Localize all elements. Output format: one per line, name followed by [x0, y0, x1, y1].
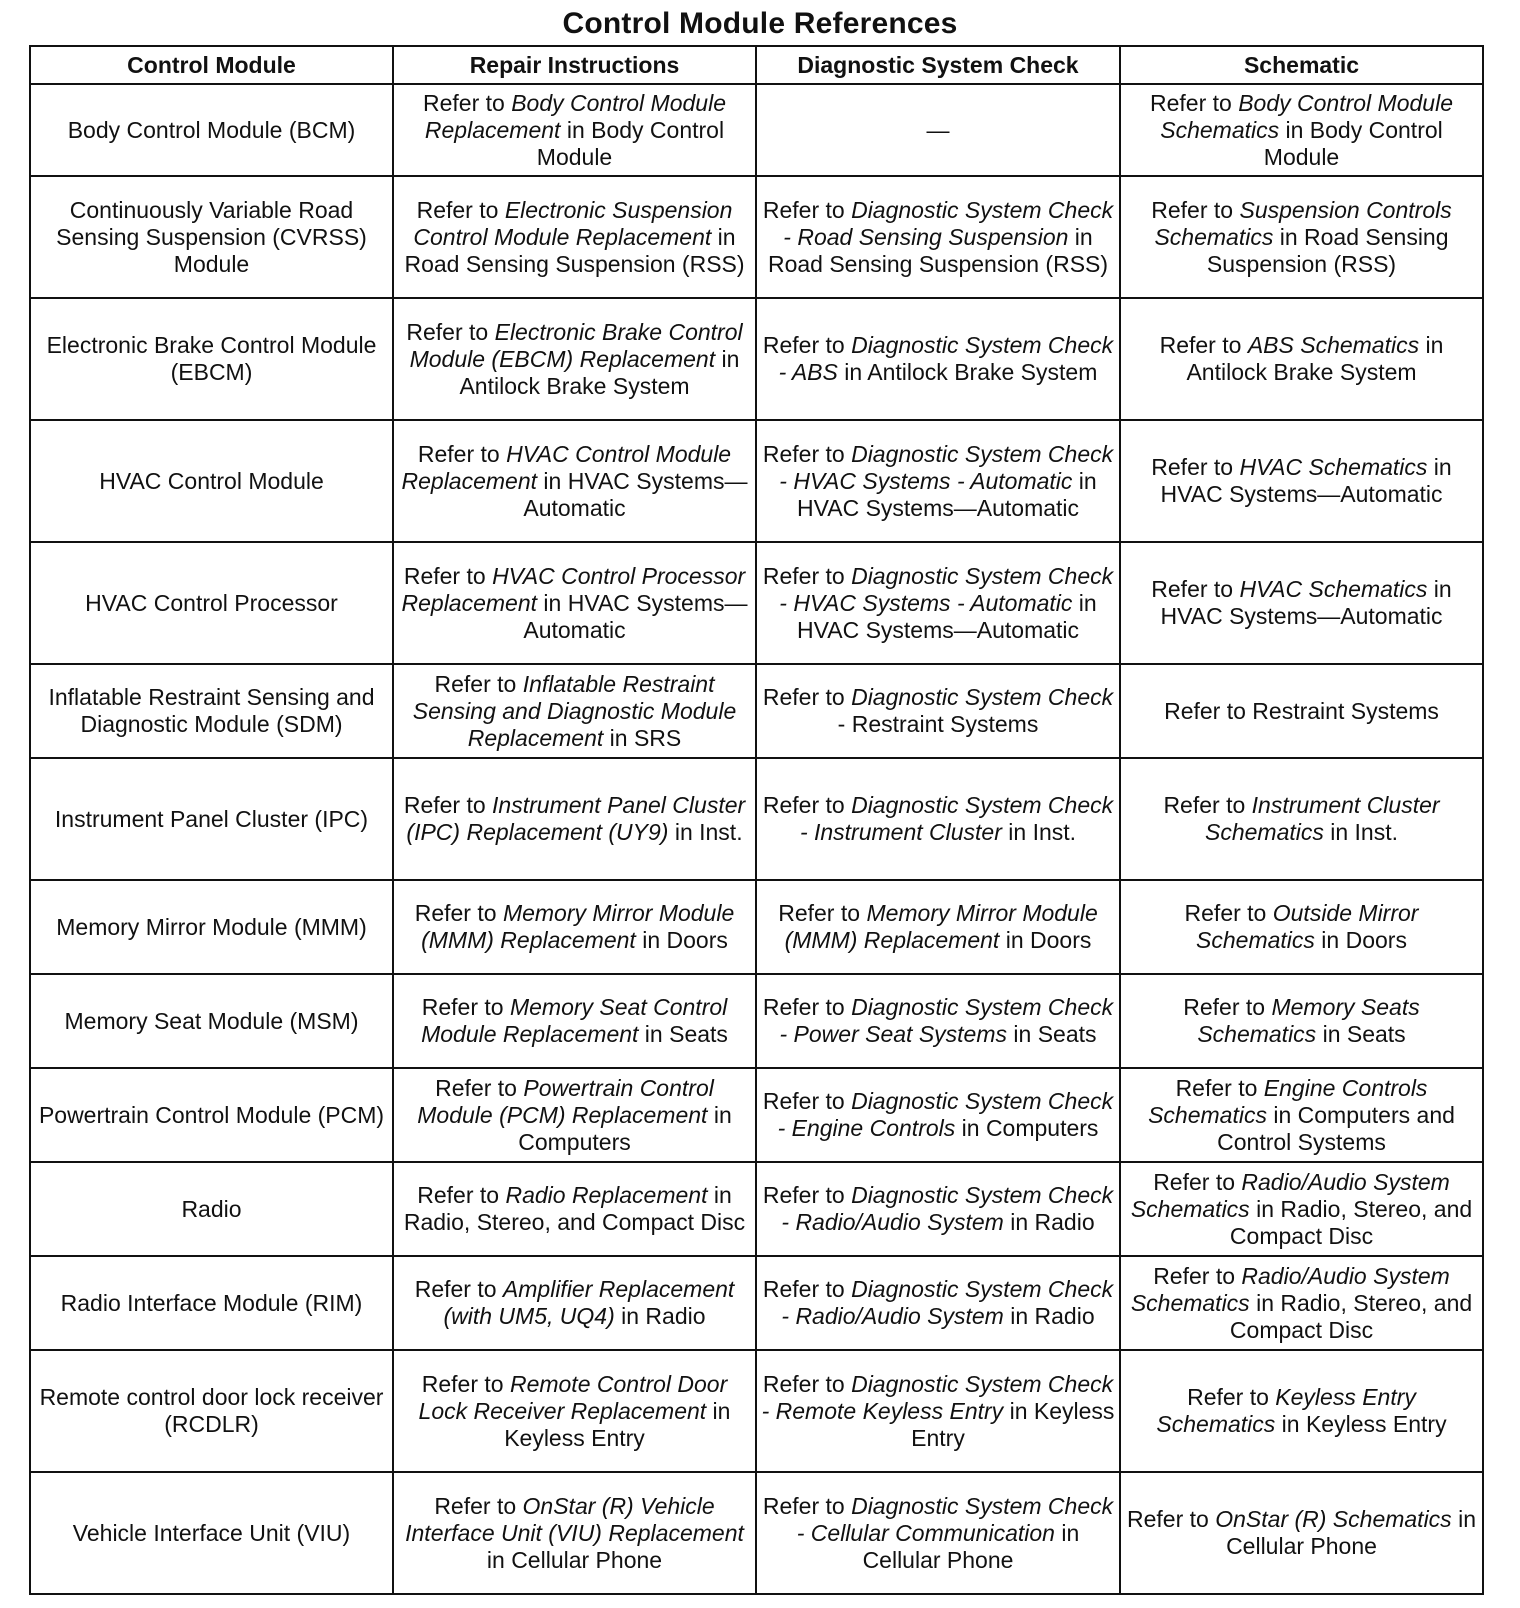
- reference-text-italic: OnStar (R) Vehicle Interface Unit (VIU) Replacement: [405, 1492, 744, 1546]
- schematic-cell: [1120, 542, 1483, 664]
- reference-text-post: in Road Sensing Suspension (RSS): [767, 223, 1109, 277]
- reference-text-pre: Refer to: [762, 994, 852, 1020]
- table-row: [30, 880, 1483, 974]
- reference-text-italic: Radio/Audio System Schematics: [1130, 1262, 1450, 1316]
- reference-text-italic: Diagnostic System Check - HVAC Systems - Automatic: [779, 440, 1114, 494]
- table-row: [30, 1350, 1483, 1472]
- control-module-cell: HVAC Control Module: [30, 420, 393, 542]
- reference-text-italic: Diagnostic System Check - HVAC Systems - Automatic: [779, 562, 1114, 616]
- control-module-cell: HVAC Control Processor: [30, 542, 393, 664]
- control-module-references-table: [29, 45, 1484, 1595]
- control-module-cell: Body Control Module (BCM): [30, 84, 393, 176]
- reference-text-post: in Body Control Module: [536, 116, 725, 170]
- diagnostic-check-cell: [756, 880, 1120, 974]
- reference-text-pre: Refer to: [1149, 89, 1239, 116]
- reference-text-post: in Cellular Phone: [486, 1546, 663, 1573]
- column-header: Schematic: [1120, 46, 1483, 84]
- reference-text-post: in Keyless Entry: [504, 1397, 731, 1451]
- table-row: [30, 84, 1483, 176]
- repair-instructions-cell: [393, 542, 756, 664]
- diagnostic-check-cell: [756, 1068, 1120, 1162]
- reference-text-post: —: [926, 116, 950, 143]
- schematic-cell: [1120, 420, 1483, 542]
- control-module-cell: Memory Seat Module (MSM): [30, 974, 393, 1068]
- reference-text-post: in SRS: [603, 724, 682, 751]
- repair-instructions-cell: [393, 1256, 756, 1350]
- diagnostic-check-cell: [756, 1256, 1120, 1350]
- reference-text-pre: Refer to Restraint Systems: [1164, 697, 1439, 724]
- table-row: [30, 420, 1483, 542]
- reference-text-pre: Refer to: [403, 792, 493, 818]
- reference-text-italic: HVAC Control Processor Replacement: [401, 562, 746, 616]
- repair-instructions-cell: [393, 420, 756, 542]
- table-row: [30, 664, 1483, 758]
- reference-text-post: in Radio, Stereo, and Compact Disc: [1229, 1289, 1473, 1343]
- repair-instructions-cell: [393, 1350, 756, 1472]
- schematic-cell: [1120, 1472, 1483, 1594]
- reference-text-post: in Cellular Phone: [1226, 1506, 1476, 1559]
- reference-text-italic: Diagnostic System Check - Radio/Audio System: [781, 1276, 1114, 1329]
- column-header: Control Module: [30, 46, 393, 84]
- reference-text-post: in Radio: [1003, 1209, 1095, 1235]
- page-title: Control Module References: [562, 7, 958, 40]
- reference-text-pre: Refer to: [762, 684, 852, 710]
- table-row: [30, 1256, 1483, 1350]
- reference-text-post: in Radio: [614, 1303, 706, 1329]
- reference-text-pre: Refer to: [1127, 1506, 1216, 1532]
- control-module-cell: Radio: [30, 1162, 393, 1256]
- repair-instructions-cell: [393, 1162, 756, 1256]
- diagnostic-check-cell: [756, 1162, 1120, 1256]
- control-module-cell: Vehicle Interface Unit (VIU): [30, 1472, 393, 1594]
- reference-text-pre: Refer to: [434, 1492, 523, 1519]
- schematic-cell: [1120, 974, 1483, 1068]
- reference-text-pre: Refer to: [414, 1276, 503, 1302]
- schematic-cell: [1120, 880, 1483, 974]
- reference-text-post: in Doors: [999, 927, 1092, 953]
- reference-text-post: in Radio, Stereo, and Compact Disc: [403, 1182, 746, 1235]
- reference-text-pre: Refer to: [403, 562, 493, 589]
- control-module-cell: Remote control door lock receiver (RCDLR): [30, 1350, 393, 1472]
- reference-text-pre: Refer to: [1151, 196, 1240, 223]
- reference-text-post: in Antilock Brake System: [837, 359, 1098, 385]
- reference-text-post: in Cellular Phone: [862, 1519, 1080, 1573]
- reference-text-italic: OnStar (R) Schematics: [1215, 1506, 1452, 1532]
- diagnostic-check-cell: [756, 1350, 1120, 1472]
- reference-text-pre: Refer to: [762, 1276, 852, 1302]
- reference-text-italic: ABS Schematics: [1247, 332, 1420, 358]
- reference-text-post: in Doors: [635, 927, 728, 953]
- diagnostic-check-cell: [756, 758, 1120, 880]
- reference-text-post: in Computers and Control Systems: [1217, 1101, 1455, 1155]
- reference-text-italic: Diagnostic System Check - ABS: [778, 332, 1114, 385]
- reference-text-post: in Inst.: [1323, 819, 1399, 845]
- table-row: [30, 974, 1483, 1068]
- reference-text-post: in Seats: [638, 1021, 728, 1047]
- repair-instructions-cell: [393, 1472, 756, 1594]
- repair-instructions-cell: [393, 880, 756, 974]
- diagnostic-check-cell: [756, 542, 1120, 664]
- reference-text-pre: Refer to: [762, 1182, 852, 1208]
- reference-text-italic: Engine Controls Schematics: [1148, 1074, 1428, 1128]
- reference-text-post: in Radio, Stereo, and Compact Disc: [1229, 1195, 1473, 1249]
- reference-text-italic: Radio/Audio System Schematics: [1130, 1168, 1450, 1222]
- reference-text-italic: Outside Mirror Schematics: [1196, 900, 1419, 953]
- table-row: [30, 758, 1483, 880]
- reference-text-pre: Refer to: [435, 1074, 524, 1101]
- reference-text-post: in Antilock Brake System: [1186, 332, 1444, 385]
- reference-text-post: in Computers: [955, 1115, 1099, 1141]
- reference-text-italic: Inflatable Restraint Sensing and Diagnostic Module Replacement: [412, 670, 737, 751]
- reference-text-italic: Amplifier Replacement (with UM5, UQ4): [443, 1276, 735, 1329]
- schematic-cell: [1120, 298, 1483, 420]
- reference-text-pre: Refer to: [417, 1182, 506, 1208]
- schematic-cell: [1120, 1256, 1483, 1350]
- control-module-cell: Instrument Panel Cluster (IPC): [30, 758, 393, 880]
- reference-text-post: in Keyless Entry: [911, 1397, 1115, 1451]
- reference-text-pre: Refer to: [421, 1370, 510, 1397]
- reference-text-italic: Electronic Suspension Control Module Replacement: [413, 196, 733, 250]
- table-row: [30, 1162, 1483, 1256]
- reference-text-italic: HVAC Schematics: [1239, 454, 1428, 480]
- reference-text-italic: HVAC Schematics: [1239, 576, 1428, 602]
- column-header: Repair Instructions: [393, 46, 756, 84]
- reference-text-pre: Refer to: [1163, 792, 1252, 818]
- reference-text-post: in Antilock Brake System: [459, 345, 740, 399]
- schematic-cell: [1120, 664, 1483, 758]
- repair-instructions-cell: [393, 664, 756, 758]
- diagnostic-check-cell: [756, 298, 1120, 420]
- reference-text-pre: Refer to: [762, 792, 852, 818]
- reference-text-italic: Memory Seat Control Module Replacement: [421, 994, 728, 1047]
- reference-text-post: in HVAC Systems—Automatic: [796, 467, 1097, 521]
- reference-text-post: in Computers: [518, 1101, 732, 1155]
- control-module-cell: Memory Mirror Module (MMM): [30, 880, 393, 974]
- repair-instructions-cell: [393, 176, 756, 298]
- reference-text-italic: Diagnostic System Check - Cellular Communication: [796, 1492, 1114, 1546]
- control-module-cell: Electronic Brake Control Module (EBCM): [30, 298, 393, 420]
- reference-text-pre: Refer to: [762, 332, 852, 358]
- reference-text-pre: Refer to: [1153, 1168, 1242, 1195]
- reference-text-pre: Refer to: [1151, 576, 1240, 602]
- reference-text-italic: Instrument Cluster Schematics: [1204, 792, 1440, 845]
- reference-text-italic: Diagnostic System Check: [851, 684, 1114, 710]
- reference-text-italic: HVAC Control Module Replacement: [401, 440, 732, 494]
- repair-instructions-cell: [393, 84, 756, 176]
- reference-text-pre: Refer to: [434, 670, 523, 697]
- repair-instructions-cell: [393, 1068, 756, 1162]
- reference-text-italic: Diagnostic System Check - Engine Controls: [777, 1088, 1114, 1141]
- schematic-cell: [1120, 1350, 1483, 1472]
- reference-text-italic: Memory Seats Schematics: [1197, 994, 1420, 1047]
- reference-text-pre: Refer to: [1153, 1262, 1242, 1289]
- schematic-cell: [1120, 758, 1483, 880]
- reference-text-italic: Diagnostic System Check - Remote Keyless Entry: [761, 1370, 1114, 1424]
- diagnostic-check-cell: [756, 84, 1120, 176]
- reference-text-post: in Seats: [1007, 1021, 1097, 1047]
- reference-text-post: in HVAC Systems—Automatic: [1160, 576, 1452, 629]
- diagnostic-check-cell: [756, 420, 1120, 542]
- schematic-cell: [1120, 176, 1483, 298]
- reference-text-pre: Refer to: [421, 994, 510, 1020]
- reference-text-italic: Powertrain Control Module (PCM) Replacement: [417, 1074, 714, 1128]
- table-header-row: [30, 46, 1483, 84]
- control-module-cell: Inflatable Restraint Sensing and Diagnostic Module (SDM): [30, 664, 393, 758]
- reference-text-pre: Refer to: [762, 440, 852, 467]
- control-module-cell: Powertrain Control Module (PCM): [30, 1068, 393, 1162]
- reference-text-pre: Refer to: [778, 900, 867, 926]
- reference-text-italic: Body Control Module Schematics: [1160, 89, 1453, 143]
- reference-text-italic: Diagnostic System Check - Radio/Audio System: [781, 1182, 1114, 1235]
- diagnostic-check-cell: [756, 974, 1120, 1068]
- reference-text-post: in Road Sensing Suspension (RSS): [1206, 223, 1449, 277]
- diagnostic-check-cell: [756, 664, 1120, 758]
- reference-text-post: - Restraint Systems: [837, 711, 1039, 737]
- reference-text-pre: Refer to: [762, 1370, 852, 1397]
- column-header: Diagnostic System Check: [756, 46, 1120, 84]
- table-row: [30, 1472, 1483, 1594]
- reference-text-italic: Memory Mirror Module (MMM) Replacement: [421, 900, 735, 953]
- reference-text-italic: Keyless Entry Schematics: [1156, 1384, 1416, 1437]
- reference-text-post: in Keyless Entry: [1275, 1411, 1447, 1437]
- reference-text-pre: Refer to: [762, 1088, 852, 1114]
- table-row: [30, 298, 1483, 420]
- reference-text-pre: Refer to: [1187, 1384, 1276, 1410]
- reference-text-italic: Remote Control Door Lock Receiver Replacement: [418, 1370, 728, 1424]
- reference-text-post: in HVAC Systems—Automatic: [523, 589, 748, 643]
- schematic-cell: [1120, 1162, 1483, 1256]
- reference-text-pre: Refer to: [1175, 1074, 1264, 1101]
- reference-text-pre: Refer to: [416, 196, 505, 223]
- table-row: [30, 1068, 1483, 1162]
- reference-text-post: in Road Sensing Suspension (RSS): [404, 223, 745, 277]
- reference-text-pre: Refer to: [1159, 332, 1248, 358]
- control-module-cell: Continuously Variable Road Sensing Suspension (CVRSS) Module: [30, 176, 393, 298]
- reference-text-italic: Diagnostic System Check - Road Sensing Suspension: [783, 196, 1114, 250]
- reference-text-pre: Refer to: [414, 900, 503, 926]
- repair-instructions-cell: [393, 974, 756, 1068]
- reference-text-pre: Refer to: [1183, 994, 1272, 1020]
- reference-text-pre: Refer to: [762, 196, 852, 223]
- reference-text-post: in HVAC Systems—Automatic: [796, 589, 1097, 643]
- reference-text-pre: Refer to: [762, 1492, 852, 1519]
- reference-text-pre: Refer to: [1151, 454, 1240, 480]
- schematic-cell: [1120, 84, 1483, 176]
- reference-text-pre: Refer to: [417, 440, 507, 467]
- reference-text-italic: Electronic Brake Control Module (EBCM) Replacement: [409, 318, 743, 372]
- reference-text-post: in Seats: [1316, 1021, 1406, 1047]
- repair-instructions-cell: [393, 298, 756, 420]
- diagnostic-check-cell: [756, 176, 1120, 298]
- repair-instructions-cell: [393, 758, 756, 880]
- reference-text-pre: Refer to: [762, 562, 852, 589]
- reference-text-pre: Refer to: [1184, 900, 1273, 926]
- reference-text-pre: Refer to: [406, 318, 495, 345]
- reference-text-italic: Body Control Module Replacement: [424, 89, 726, 143]
- reference-text-italic: Diagnostic System Check - Instrument Cluster: [799, 792, 1114, 845]
- diagnostic-check-cell: [756, 1472, 1120, 1594]
- reference-text-italic: Suspension Controls Schematics: [1154, 196, 1452, 250]
- reference-text-post: in Inst.: [1001, 819, 1077, 845]
- reference-text-post: in Radio: [1003, 1303, 1095, 1329]
- reference-text-italic: Radio Replacement: [505, 1182, 708, 1208]
- table-row: [30, 542, 1483, 664]
- schematic-cell: [1120, 1068, 1483, 1162]
- reference-text-italic: Diagnostic System Check - Power Seat Systems: [779, 994, 1114, 1047]
- reference-text-italic: Memory Mirror Module (MMM) Replacement: [784, 900, 1098, 953]
- reference-text-italic: Instrument Panel Cluster (IPC) Replacement (UY9): [406, 792, 746, 845]
- reference-text-post: in HVAC Systems—Automatic: [1160, 454, 1452, 507]
- reference-text-post: in Doors: [1314, 927, 1407, 953]
- reference-text-post: in Inst.: [668, 819, 743, 845]
- reference-text-post: in HVAC Systems—Automatic: [523, 467, 748, 521]
- reference-text-post: in Body Control Module: [1263, 116, 1443, 170]
- reference-text-pre: Refer to: [422, 89, 512, 116]
- table-row: [30, 176, 1483, 298]
- control-module-cell: Radio Interface Module (RIM): [30, 1256, 393, 1350]
